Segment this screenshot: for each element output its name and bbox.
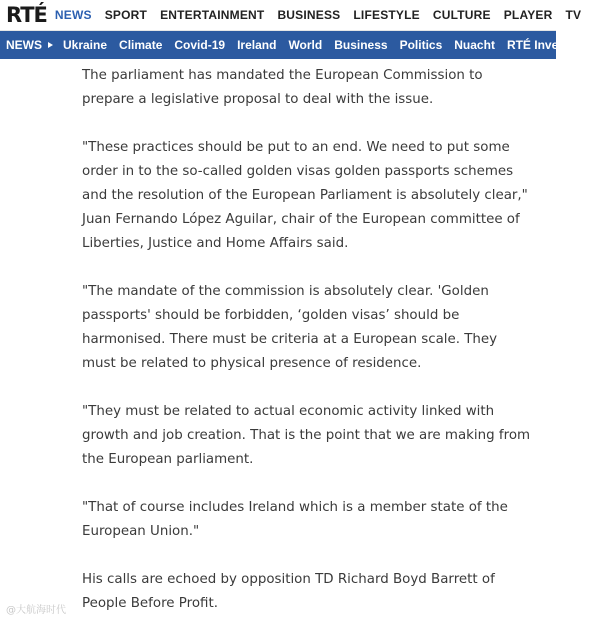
article-paragraph: The parliament has mandated the European Commission to prepare a legislative proposal to deal with the issue. [82, 68, 483, 107]
subnav-section-label[interactable]: NEWS [6, 38, 42, 52]
subnav-ireland[interactable]: Ireland [237, 38, 277, 52]
article-paragraph: "They must be related to actual economic activity linked with growth and job creation. That is the point that we are making from the European parliament. [82, 404, 531, 467]
article-paragraph: His calls are echoed by opposition TD Richard Boyd Barrett of People Before Profit. [82, 572, 495, 611]
watermark: @大航海时代 [6, 605, 66, 616]
site-header [0, 0, 582, 31]
topnav-lifestyle[interactable]: LIFESTYLE [353, 8, 420, 22]
topnav-sport[interactable]: SPORT [104, 8, 148, 22]
topnav-business[interactable]: BUSINESS [277, 8, 341, 22]
subnav-climate[interactable]: Climate [119, 38, 163, 52]
topnav-tv[interactable]: TV [565, 8, 582, 22]
subnav-politics[interactable]: Politics [399, 38, 443, 52]
topnav-news[interactable]: NEWS [54, 8, 92, 22]
article-paragraph: "The mandate of the commission is absolutely clear. 'Golden passports' should be forbidden, ‘golden visas’ should be harmonised. There must be criteria at a European scale. They must be related to physical presence of residence. [82, 284, 498, 371]
article-paragraph: "That of course includes Ireland which is a member state of the European Union." [82, 500, 508, 539]
topnav-player[interactable]: PLAYER [503, 8, 553, 22]
topnav-entertainment[interactable]: ENTERTAINMENT [160, 8, 265, 22]
subnav-ukraine[interactable]: Ukraine [63, 38, 108, 52]
subnav-business[interactable]: Business [334, 38, 388, 52]
article-body [82, 64, 532, 640]
article-paragraph: "These practices should be put to an end. We need to put some order in to the so-called golden visas golden passports schemes and the resolution of the European Parliament is absolutely clear," Juan Fernando López Aguilar, chair of the European committee of Liberties, Justice and Home Affairs said. [82, 140, 528, 251]
triangle-right-icon [48, 42, 53, 48]
subnav-covid[interactable]: Covid-19 [174, 38, 226, 52]
subnav-nuacht[interactable]: Nuacht [454, 38, 495, 52]
site-logo[interactable]: RTÉ [6, 3, 47, 27]
subnav-rte-investigates[interactable]: RTÉ Investigates [506, 38, 604, 52]
news-subnav [0, 31, 604, 59]
subnav-world[interactable]: World [288, 38, 323, 52]
topnav-culture[interactable]: CULTURE [432, 8, 491, 22]
